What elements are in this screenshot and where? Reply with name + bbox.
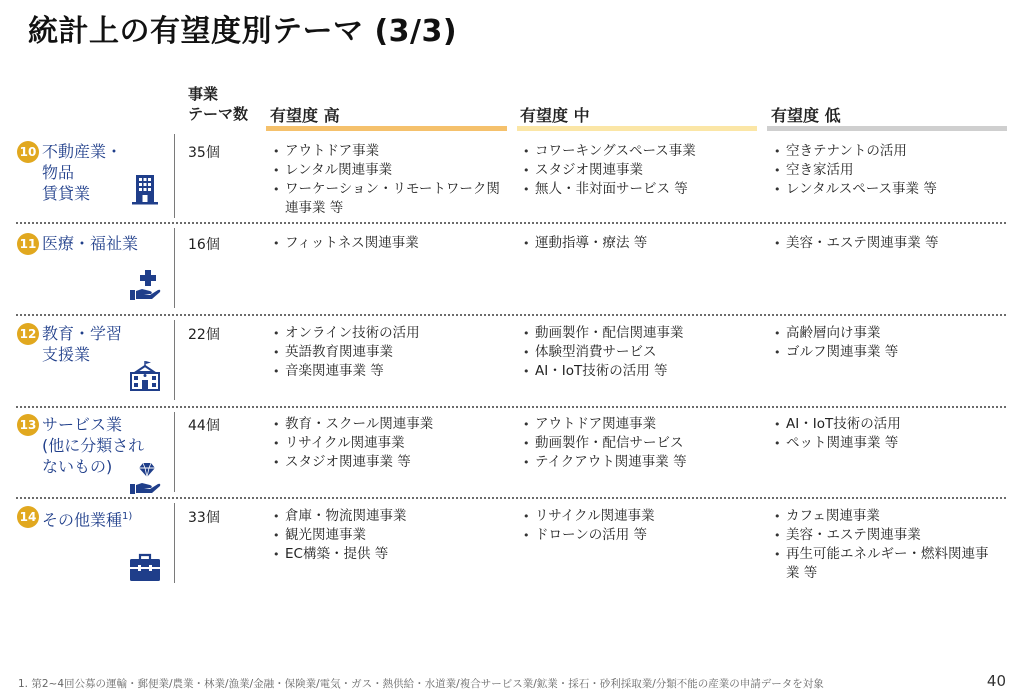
- low-cell: [773, 142, 998, 199]
- school-icon: [128, 360, 162, 394]
- high-cell: [272, 234, 508, 253]
- list-item: • リサイクル関連事業: [272, 434, 508, 453]
- row-number-badge: 13: [17, 414, 39, 436]
- footnote: 1. 第2~4回公募の運輸・郵便業/農業・林業/漁業/金融・保険業/電気・ガス・熱供給・水道業/複合サービス業/鉱業・採石・砂利採取業/分類不能の産業の申請データを対象: [18, 678, 824, 690]
- mid-cell: [522, 234, 758, 253]
- page-number: 40: [986, 672, 1006, 690]
- list-item: • 空き家活用: [773, 161, 998, 180]
- list-item: • AI・IoT技術の活用 等: [522, 362, 758, 381]
- count-column-header: [188, 84, 248, 124]
- toolbox-icon: [128, 550, 162, 584]
- list-item: • 体験型消費サービス: [522, 343, 758, 362]
- row-divider-vertical: [174, 503, 175, 583]
- list-item: • リサイクル関連事業: [522, 507, 758, 526]
- industry-name: [42, 141, 122, 204]
- list-item: • レンタルスペース事業 等: [773, 180, 998, 199]
- industry-line: 医療・福祉業: [42, 234, 139, 253]
- medical-hand-icon: [128, 268, 162, 302]
- low-cell: [773, 415, 998, 453]
- low-cell: [773, 234, 998, 253]
- mid-cell: [522, 142, 758, 199]
- industry-line: その他業種: [42, 510, 123, 530]
- industry-line: 教育・学習: [42, 324, 123, 343]
- low-header-bar: [767, 126, 1007, 131]
- theme-count: 35個: [188, 145, 220, 161]
- list-item: • 美容・エステ関連事業 等: [773, 234, 998, 253]
- list-item: • 観光関連事業: [272, 526, 508, 545]
- footnote-ref: 1): [122, 511, 133, 522]
- row-number-badge: 11: [17, 233, 39, 255]
- list-item: • 教育・スクール関連事業: [272, 415, 508, 434]
- theme-count: 44個: [188, 418, 220, 434]
- list-item: • 音楽関連事業 等: [272, 362, 508, 381]
- list-item: • 無人・非対面サービス 等: [522, 180, 758, 199]
- list-item: • AI・IoT技術の活用: [773, 415, 998, 434]
- building-icon: [128, 172, 162, 206]
- list-item: • ワーケーション・リモートワーク関連事業 等: [272, 180, 508, 218]
- list-item: • 倉庫・物流関連事業: [272, 507, 508, 526]
- low-cell: [773, 324, 998, 362]
- low-column-header: 有望度 低: [771, 106, 841, 125]
- service-hand-icon: [128, 462, 162, 496]
- list-item: • ゴルフ関連事業 等: [773, 343, 998, 362]
- theme-count: 22個: [188, 327, 220, 343]
- theme-count: 33個: [188, 510, 220, 526]
- count-header-line1: 事業: [188, 85, 219, 103]
- list-item: • 再生可能エネルギー・燃料関連事業 等: [773, 545, 998, 583]
- industry-line: 物品: [42, 163, 75, 182]
- high-cell: [272, 507, 508, 564]
- row-number-badge: 12: [17, 323, 39, 345]
- list-item: • アウトドア関連事業: [522, 415, 758, 434]
- high-cell: [272, 142, 508, 218]
- list-item: • カフェ関連事業: [773, 507, 998, 526]
- industry-name: [42, 506, 132, 530]
- count-header-line2: テーマ数: [188, 105, 249, 123]
- list-item: • レンタル関連事業: [272, 161, 508, 180]
- list-item: • アウトドア事業: [272, 142, 508, 161]
- page-title: 統計上の有望度別テーマ (3/3): [28, 14, 458, 49]
- high-column-header: 有望度 高: [270, 106, 340, 125]
- list-item: • フィットネス関連事業: [272, 234, 508, 253]
- list-item: • ペット関連事業 等: [773, 434, 998, 453]
- industry-line: ないもの): [42, 457, 113, 476]
- mid-header-bar: [517, 126, 757, 131]
- list-item: • 高齢層向け事業: [773, 324, 998, 343]
- list-item: • スタジオ関連事業 等: [272, 453, 508, 472]
- industry-line: 不動産業・: [42, 142, 123, 161]
- row-separator: [16, 314, 1006, 316]
- high-header-bar: [266, 126, 507, 131]
- industry-line: 支援業: [42, 345, 91, 364]
- row-divider-vertical: [174, 412, 175, 492]
- low-cell: [773, 507, 998, 583]
- list-item: • オンライン技術の活用: [272, 324, 508, 343]
- mid-cell: [522, 507, 758, 545]
- list-item: • テイクアウト関連事業 等: [522, 453, 758, 472]
- list-item: • コワーキングスペース事業: [522, 142, 758, 161]
- list-item: • EC構築・提供 等: [272, 545, 508, 564]
- mid-cell: [522, 324, 758, 381]
- high-cell: [272, 415, 508, 472]
- list-item: • 美容・エステ関連事業: [773, 526, 998, 545]
- row-separator: [16, 406, 1006, 408]
- row-separator: [16, 497, 1006, 499]
- row-divider-vertical: [174, 134, 175, 218]
- mid-cell: [522, 415, 758, 472]
- list-item: • 運動指導・療法 等: [522, 234, 758, 253]
- industry-line: (他に分類され: [42, 436, 145, 455]
- theme-count: 16個: [188, 237, 220, 253]
- list-item: • 空きテナントの活用: [773, 142, 998, 161]
- list-item: • 英語教育関連事業: [272, 343, 508, 362]
- row-divider-vertical: [174, 320, 175, 400]
- list-item: • 動画製作・配信関連事業: [522, 324, 758, 343]
- industry-line: 賃貸業: [42, 184, 91, 203]
- high-cell: [272, 324, 508, 381]
- industry-name: [42, 233, 138, 254]
- mid-column-header: 有望度 中: [520, 106, 590, 125]
- industry-name: [42, 323, 122, 365]
- list-item: • 動画製作・配信サービス: [522, 434, 758, 453]
- row-divider-vertical: [174, 228, 175, 308]
- row-number-badge: 10: [17, 141, 39, 163]
- list-item: • ドローンの活用 等: [522, 526, 758, 545]
- row-separator: [16, 222, 1006, 224]
- row-number-badge: 14: [17, 506, 39, 528]
- list-item: • スタジオ関連事業: [522, 161, 758, 180]
- industry-line: サービス業: [42, 415, 123, 434]
